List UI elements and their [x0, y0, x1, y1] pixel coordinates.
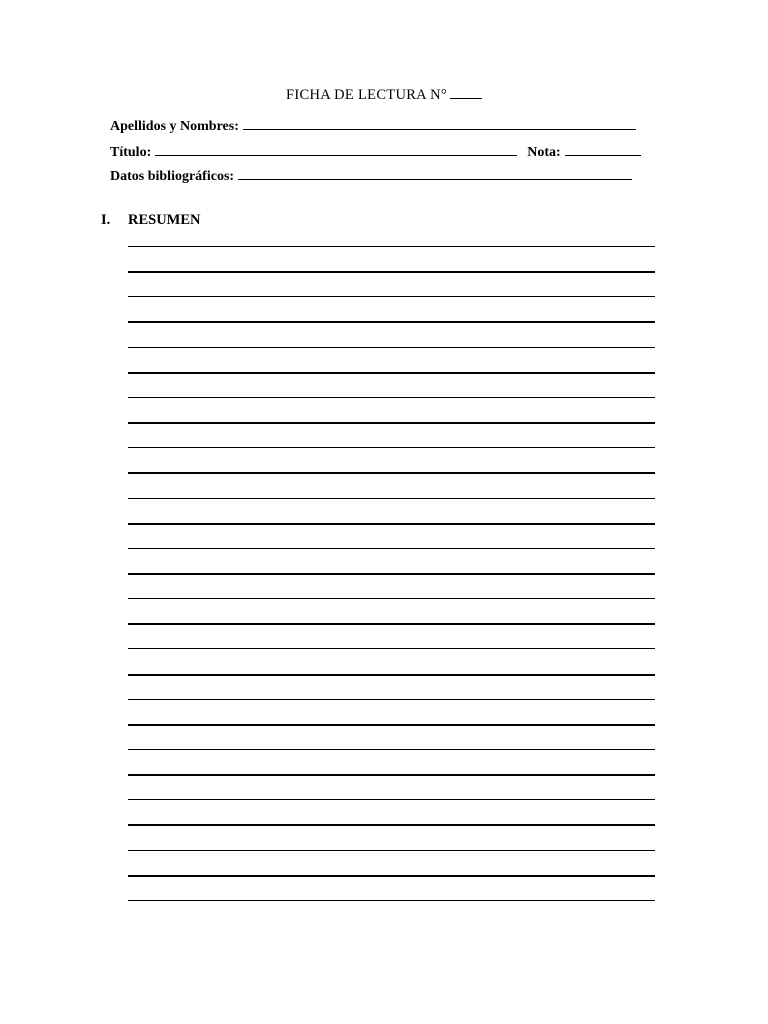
- ruled-line: [128, 573, 655, 575]
- ruled-line: [128, 372, 655, 374]
- ruled-line: [128, 799, 655, 800]
- number-blank-line[interactable]: [450, 86, 482, 99]
- ruled-line: [128, 447, 655, 448]
- ruled-line: [128, 246, 655, 247]
- apellidos-line[interactable]: [243, 117, 636, 130]
- ruled-line: [128, 498, 655, 499]
- ruled-line: [128, 774, 655, 776]
- ruled-line: [128, 824, 655, 826]
- ruled-line: [128, 674, 655, 676]
- titulo-line[interactable]: [155, 143, 517, 156]
- ruled-line: [128, 296, 655, 297]
- datos-row: [110, 167, 632, 185]
- section-heading: [101, 212, 201, 229]
- ruled-line: [128, 749, 655, 750]
- titulo-row: [110, 143, 641, 161]
- ruled-line: [128, 271, 655, 273]
- ruled-line: [128, 724, 655, 726]
- apellidos-row: [110, 117, 636, 135]
- titulo-label: Título:: [110, 145, 152, 160]
- ruled-line: [128, 598, 655, 599]
- ruled-line: [128, 347, 655, 348]
- page-title: [0, 86, 768, 104]
- ruled-line: [128, 422, 655, 424]
- ruled-line: [128, 875, 655, 877]
- nota-label: Nota:: [527, 145, 561, 160]
- apellidos-label: Apellidos y Nombres:: [110, 119, 239, 134]
- datos-line[interactable]: [238, 167, 632, 180]
- title-text: FICHA DE LECTURA N°: [286, 87, 447, 103]
- ruled-line: [128, 548, 655, 549]
- ruled-line: [128, 623, 655, 625]
- nota-line[interactable]: [565, 143, 641, 156]
- ruled-line: [128, 397, 655, 398]
- ruled-line: [128, 523, 655, 525]
- ruled-line: [128, 648, 655, 649]
- datos-label: Datos bibliográficos:: [110, 169, 235, 184]
- ruled-line: [128, 900, 655, 901]
- section-number: I.: [101, 212, 111, 228]
- ruled-line: [128, 850, 655, 851]
- ruled-line: [128, 699, 655, 700]
- ruled-line: [128, 321, 655, 323]
- ruled-line: [128, 472, 655, 474]
- section-title: RESUMEN: [128, 212, 201, 228]
